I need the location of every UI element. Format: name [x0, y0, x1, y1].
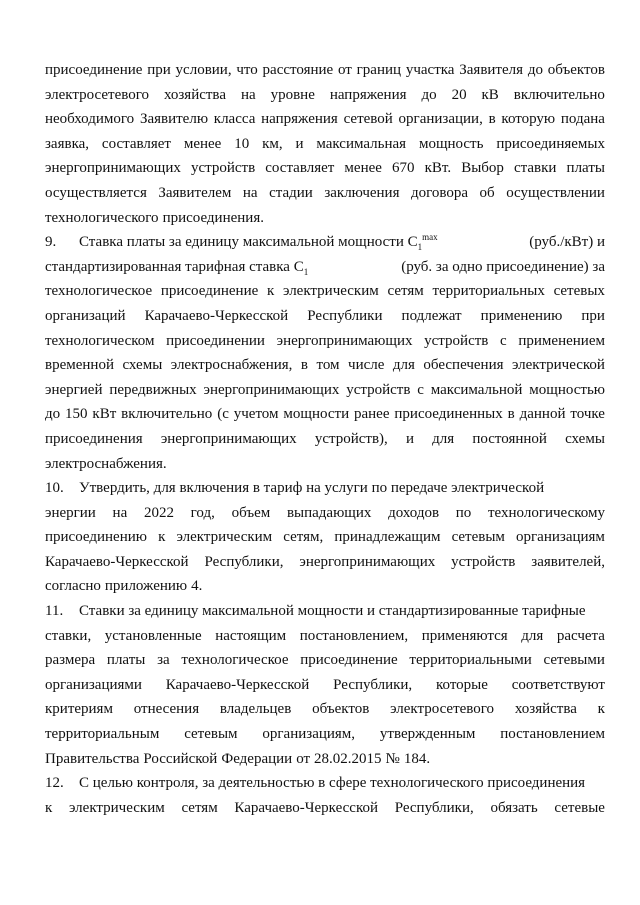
text-line: к электрическим сетям Карачаево-Черкесской Республики, обязать сетевые — [45, 799, 605, 816]
text-line: Карачаево-Черкесской Республики, энергопринимающих устройств заявителей, — [45, 553, 605, 570]
item-number: 9. Ставка платы за единицу максимальной мощности $C_1^{max}$ — [45, 232, 438, 253]
item-11-first-line: 11. Ставки за единицу максимальной мощности и стандартизированные тарифные — [45, 599, 605, 624]
text-line: заявка, составляет менее 10 км, и максимальная мощность присоединяемых — [45, 135, 605, 152]
text-line: присоединению к электрическим сетям, принадлежащим сетевым организациям — [45, 529, 605, 546]
text-line: временной схемы электроснабжения, в том числе для обеспечения электрической — [45, 357, 605, 374]
item-10-first-line: 10. Утвердить, для включения в тариф на услуги по передаче электрической — [45, 476, 605, 501]
text-line: электросетевого хозяйства на уровне напряжения до 20 кВ включительно — [45, 86, 605, 103]
text-line: энергией передвижных энергопринимающих устройств с максимальной мощностью — [45, 381, 605, 398]
item-9-second-line-tail: (руб. за одно присоединение) за — [401, 258, 605, 275]
text-line: электроснабжения. — [45, 455, 167, 472]
item-9-second-line: стандартизированная тарифная ставка $C_1$ (руб. за одно присоединение) за — [45, 255, 605, 280]
item-9 — [45, 230, 605, 476]
item-number: 10. — [45, 480, 64, 497]
text-line: территориальным сетевым организациям, утвержденным постановлением — [45, 726, 605, 743]
text-line: согласно приложению 4. — [45, 578, 203, 595]
text-line: энергопринимающих устройств составляет менее 670 кВт. Выбор ставки платы — [45, 160, 605, 177]
text-line: ставки, установленные настоящим постановлением, применяются для расчета — [45, 627, 605, 644]
text-line: Правительства Российской Федерации от 28.02.2015 № 184. — [45, 750, 431, 767]
document-page — [45, 58, 605, 820]
item-9-first-line — [45, 230, 605, 255]
text-line: организаций Карачаево-Черкесской Республики подлежат применению при — [45, 307, 605, 324]
text-line: технологического присоединения. — [45, 209, 264, 226]
text-line: присоединения энергопринимающих устройств), и для постоянной схемы — [45, 430, 605, 447]
text-line: критериям отнесения владельцев объектов электросетевого хозяйства к — [45, 701, 605, 718]
text-line: необходимого Заявителю класса напряжения сетевой организации, в которую подана — [45, 111, 605, 128]
item-12-first-line: 12. С целью контроля, за деятельностью в сфере технологического присоединения — [45, 771, 605, 796]
text-line: технологическом присоединении энергопринимающих устройств с применением — [45, 332, 605, 349]
item-12 — [45, 771, 605, 820]
item-10 — [45, 476, 605, 599]
item-11 — [45, 599, 605, 771]
item-number: 12. — [45, 775, 64, 792]
text-line: осуществляется Заявителем на стадии заключения договора об осуществлении — [45, 184, 605, 201]
item-number: 11. — [45, 603, 64, 620]
text-line: до 150 кВт включительно (с учетом мощности ранее присоединенных в данной точке — [45, 406, 605, 423]
item-9-first-line-tail: (руб./кВт) и — [529, 234, 605, 251]
text-line: организациями Карачаево-Черкесской Республики, которые соответствуют — [45, 676, 605, 693]
text-line: присоединение при условии, что расстояние от границ участка Заявителя до объектов — [45, 62, 605, 78]
text-line: размера платы за технологическое присоединение территориальными сетевыми — [45, 652, 605, 669]
text-line: энергии на 2022 год, объем выпадающих доходов по технологическому — [45, 504, 605, 521]
text-line: технологическое присоединение к электрическим сетям территориальных сетевых — [45, 283, 605, 300]
paragraph-continuation — [45, 58, 605, 230]
